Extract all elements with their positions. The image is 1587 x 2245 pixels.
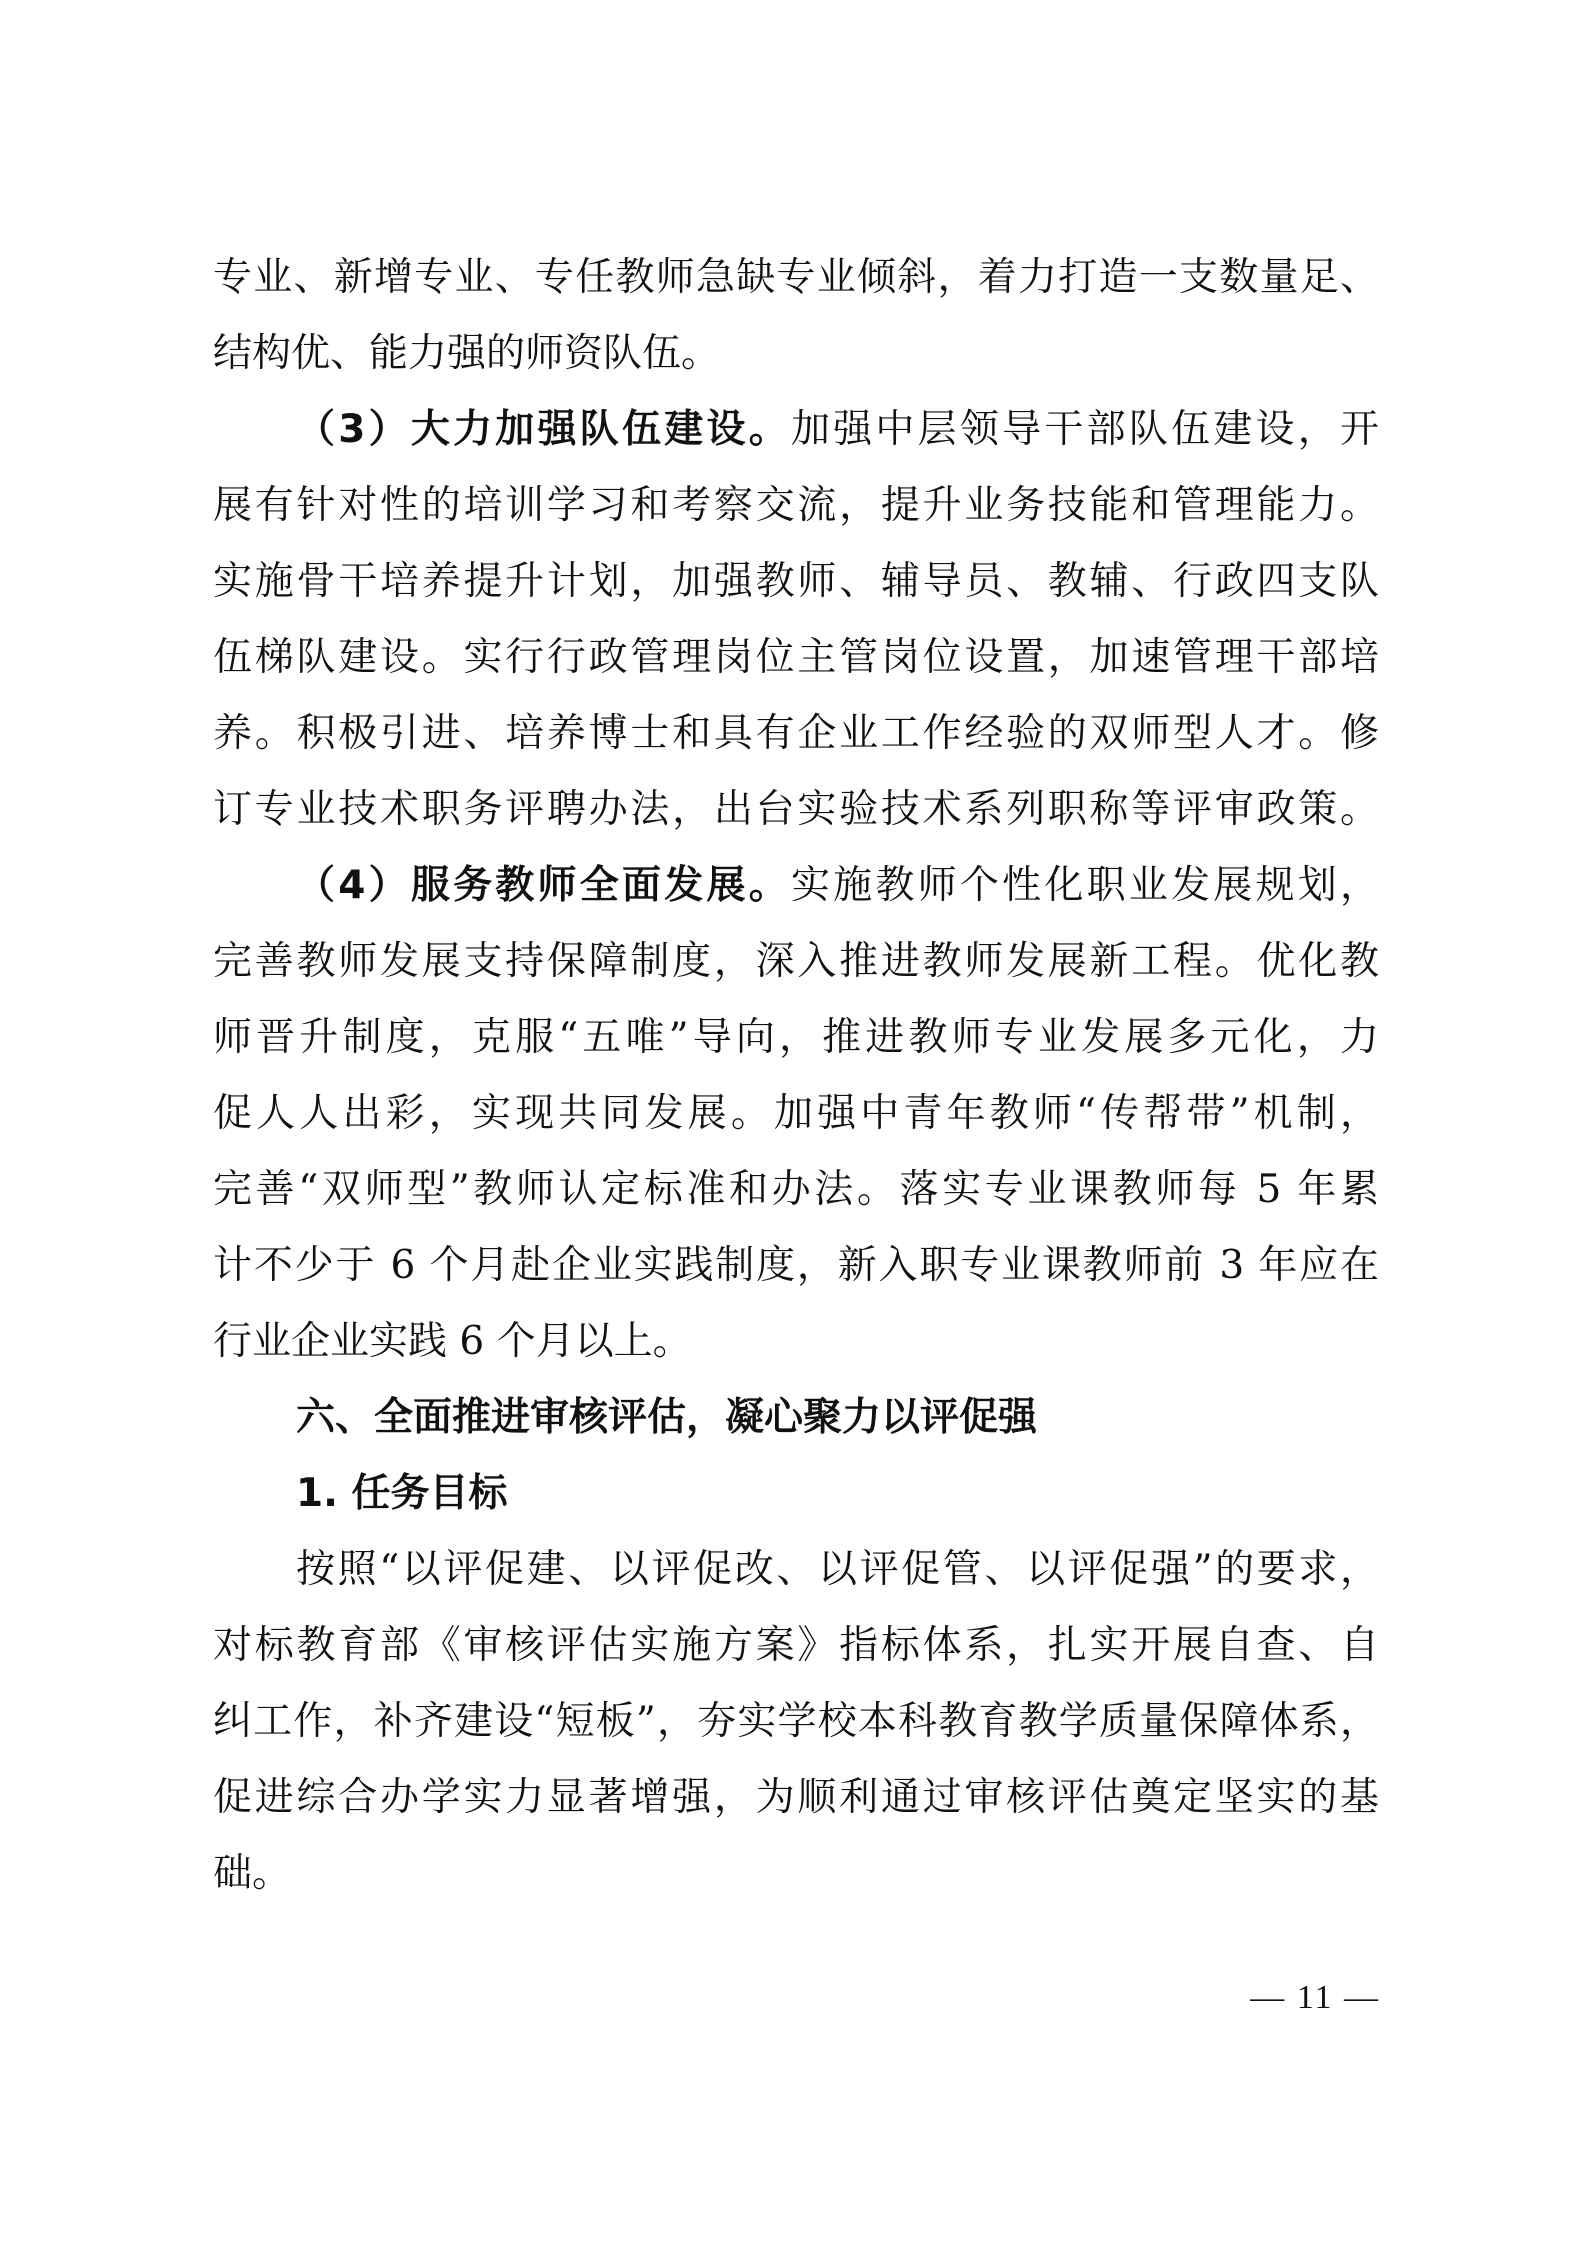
body-line: 展有针对性的培训学习和考察交流，提升业务技能和管理能力。 bbox=[213, 483, 1379, 528]
body-line: 完善教师发展支持保障制度，深入推进教师发展新工程。优化教 bbox=[213, 939, 1379, 984]
body-line: 对标教育部《审核评估实施方案》指标体系，扎实开展自查、自 bbox=[213, 1623, 1379, 1668]
item-4-paragraph bbox=[296, 848, 1379, 924]
body-line: 师晋升制度，克服“五唯”导向，推进教师专业发展多元化，力 bbox=[213, 1015, 1379, 1060]
body-line: 结构优、能力强的师资队伍。 bbox=[213, 331, 721, 376]
page-number: — 11 — bbox=[1250, 1979, 1380, 2016]
body-line: 计不少于 6 个月赴企业实践制度，新入职专业课教师前 3 年应在 bbox=[213, 1243, 1379, 1288]
body-line: 促进综合办学实力显著增强，为顺利通过审核评估奠定坚实的基 bbox=[213, 1775, 1379, 1820]
subsection-1-heading: 1. 任务目标 bbox=[296, 1471, 508, 1516]
item-4-text: 实施教师个性化职业发展规划， bbox=[790, 863, 1379, 908]
body-line: 养。积极引进、培养博士和具有企业工作经验的双师型人才。修 bbox=[213, 711, 1379, 756]
body-line: 础。 bbox=[213, 1851, 292, 1896]
body-line: 实施骨干培养提升计划，加强教师、辅导员、教辅、行政四支队 bbox=[213, 559, 1379, 604]
body-line: 专业、新增专业、专任教师急缺专业倾斜，着力打造一支数量足、 bbox=[213, 255, 1379, 300]
item-3-paragraph bbox=[296, 392, 1379, 468]
body-line: 纠工作，补齐建设“短板”，夯实学校本科教育教学质量保障体系， bbox=[213, 1699, 1379, 1744]
body-line: 行业企业实践 6 个月以上。 bbox=[213, 1319, 692, 1364]
body-line: 按照“以评促建、以评促改、以评促管、以评促强”的要求， bbox=[296, 1547, 1379, 1592]
item-3-text: 加强中层领导干部队伍建设，开 bbox=[790, 407, 1379, 452]
item-3-title: （3）大力加强队伍建设。 bbox=[296, 407, 791, 452]
body-line: 完善“双师型”教师认定标准和办法。落实专业课教师每 5 年累 bbox=[213, 1167, 1379, 1212]
body-line: 订专业技术职务评聘办法，出台实验技术系列职称等评审政策。 bbox=[213, 787, 1379, 832]
section-6-heading: 六、全面推进审核评估，凝心聚力以评促强 bbox=[296, 1395, 1038, 1440]
body-line: 促人人出彩，实现共同发展。加强中青年教师“传帮带”机制， bbox=[213, 1091, 1379, 1136]
body-line: 伍梯队建设。实行行政管理岗位主管岗位设置，加速管理干部培 bbox=[213, 635, 1379, 680]
item-4-title: （4）服务教师全面发展。 bbox=[296, 863, 791, 908]
